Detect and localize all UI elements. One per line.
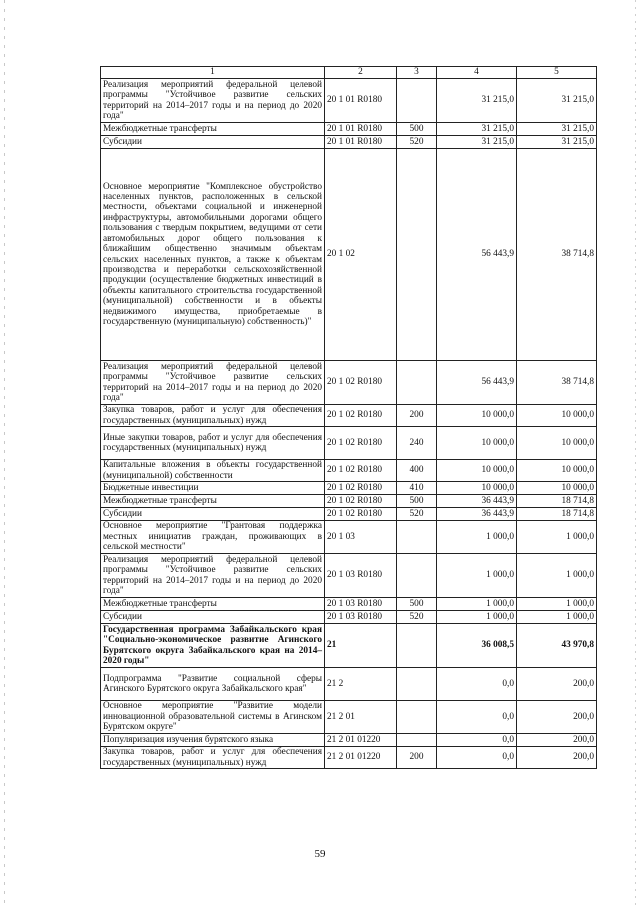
row-value-2019-cell: 1 000,0 <box>437 611 517 624</box>
table-row <box>101 123 597 136</box>
row-code-cell: 20 1 03 R0180 <box>325 554 397 598</box>
row-code-cell: 20 1 02 <box>325 149 397 361</box>
row-name-cell: Реализация мероприятий федеральной целевой программы "Устойчивое развитие сельских территорий на 2014–2017 годы и на период до 2020 года" <box>101 554 325 598</box>
row-value-2020-cell: 18 714,8 <box>517 495 597 508</box>
row-code-cell: 20 1 01 R0180 <box>325 79 397 123</box>
row-value-2019-cell: 31 215,0 <box>437 136 517 149</box>
row-vr-cell <box>397 521 437 554</box>
table-row <box>101 747 597 769</box>
row-code-cell: 20 1 02 R0180 <box>325 482 397 495</box>
row-vr-cell: 200 <box>397 405 437 427</box>
row-name-cell: Закупка товаров, работ и услуг для обеспечения государственных (муниципальных) нужд <box>101 405 325 427</box>
header-cell: 3 <box>397 67 437 79</box>
row-name-cell: Государственная программа Забайкальского края "Социально-экономическое развитие Агинского Бурятского округа Забайкальского края на 2014–2020 годы" <box>101 624 325 668</box>
row-code-cell: 20 1 02 R0180 <box>325 495 397 508</box>
row-vr-cell <box>397 149 437 361</box>
row-value-2020-cell: 31 215,0 <box>517 79 597 123</box>
row-name-cell: Реализация мероприятий федеральной целевой программы "Устойчивое развитие сельских территорий на 2014–2017 годы и на период до 2020 года" <box>101 79 325 123</box>
row-name-cell: Межбюджетные трансферты <box>101 598 325 611</box>
table-row <box>101 508 597 521</box>
row-code-cell: 20 1 03 R0180 <box>325 598 397 611</box>
row-name-cell: Субсидии <box>101 136 325 149</box>
row-name-cell: Основное мероприятие "Развитие модели инновационной образовательной системы в Агинском Бурятском округе" <box>101 701 325 734</box>
row-vr-cell <box>397 668 437 701</box>
row-code-cell: 21 2 <box>325 668 397 701</box>
row-value-2019-cell: 10 000,0 <box>437 427 517 460</box>
row-value-2019-cell: 10 000,0 <box>437 405 517 427</box>
row-code-cell: 20 1 02 R0180 <box>325 405 397 427</box>
row-vr-cell <box>397 554 437 598</box>
table-row <box>101 701 597 734</box>
row-code-cell: 20 1 02 R0180 <box>325 427 397 460</box>
row-value-2019-cell: 0,0 <box>437 668 517 701</box>
table-row <box>101 598 597 611</box>
row-vr-cell: 240 <box>397 427 437 460</box>
row-name-cell: Капитальные вложения в объекты государственной (муниципальной) собственности <box>101 460 325 482</box>
table-row <box>101 460 597 482</box>
row-name-cell: Популяризация изучения бурятского языка <box>101 734 325 747</box>
row-value-2020-cell: 1 000,0 <box>517 554 597 598</box>
row-name-cell: Реализация мероприятий федеральной целевой программы "Устойчивое развитие сельских территорий на 2014–2017 годы и на период до 2020 года" <box>101 361 325 405</box>
row-vr-cell: 410 <box>397 482 437 495</box>
row-value-2019-cell: 31 215,0 <box>437 123 517 136</box>
row-vr-cell: 500 <box>397 495 437 508</box>
table-row <box>101 79 597 123</box>
row-vr-cell: 400 <box>397 460 437 482</box>
table-row <box>101 734 597 747</box>
table-row <box>101 668 597 701</box>
row-value-2020-cell: 10 000,0 <box>517 460 597 482</box>
table-row <box>101 361 597 405</box>
row-vr-cell: 520 <box>397 611 437 624</box>
row-value-2020-cell: 200,0 <box>517 701 597 734</box>
row-value-2019-cell: 56 443,9 <box>437 149 517 361</box>
row-value-2019-cell: 0,0 <box>437 734 517 747</box>
scan-edge-right <box>635 0 636 905</box>
row-vr-cell: 500 <box>397 598 437 611</box>
row-name-cell: Субсидии <box>101 611 325 624</box>
row-vr-cell <box>397 361 437 405</box>
scan-edge-left <box>4 0 5 905</box>
row-value-2019-cell: 0,0 <box>437 701 517 734</box>
row-name-cell: Межбюджетные трансферты <box>101 495 325 508</box>
row-value-2020-cell: 18 714,8 <box>517 508 597 521</box>
row-name-cell: Межбюджетные трансферты <box>101 123 325 136</box>
row-name-cell: Основное мероприятие "Комплексное обустройство населенных пунктов, расположенных в сельской местности, объектами социальной и инженерной инфраструктуры, автомобильными дорогами общего пользования с твердым покрытием, ведущими от сети автомобильных дорог общего пользования к ближайшим общественно значимым объектам сельских населенных пунктов, а также к объектам производства и переработки сельскохозяйственной продукции (осуществление бюджетных инвестиций в объекты капитального строительства государственной (муниципальной) собственности и в объекты недвижимого имущества, приобретаемые в государственную (муниципальную) собственность)" <box>101 149 325 361</box>
row-value-2019-cell: 10 000,0 <box>437 460 517 482</box>
row-value-2020-cell: 1 000,0 <box>517 598 597 611</box>
row-value-2019-cell: 56 443,9 <box>437 361 517 405</box>
table-row <box>101 405 597 427</box>
row-value-2020-cell: 31 215,0 <box>517 123 597 136</box>
row-value-2020-cell: 10 000,0 <box>517 482 597 495</box>
row-value-2019-cell: 1 000,0 <box>437 521 517 554</box>
row-value-2019-cell: 1 000,0 <box>437 598 517 611</box>
row-vr-cell <box>397 624 437 668</box>
row-value-2020-cell: 200,0 <box>517 734 597 747</box>
row-code-cell: 21 <box>325 624 397 668</box>
row-name-cell: Основное мероприятие "Грантовая поддержка местных инициатив граждан, проживающих в сельской местности" <box>101 521 325 554</box>
row-vr-cell <box>397 701 437 734</box>
row-value-2020-cell: 10 000,0 <box>517 427 597 460</box>
table-row <box>101 149 597 361</box>
row-value-2020-cell: 200,0 <box>517 668 597 701</box>
table-header-row <box>101 67 597 79</box>
row-vr-cell: 520 <box>397 508 437 521</box>
page-number: 59 <box>314 848 326 860</box>
row-code-cell: 21 2 01 01220 <box>325 734 397 747</box>
row-value-2019-cell: 36 443,9 <box>437 508 517 521</box>
row-value-2019-cell: 31 215,0 <box>437 79 517 123</box>
row-vr-cell: 520 <box>397 136 437 149</box>
table-row <box>101 554 597 598</box>
row-value-2019-cell: 10 000,0 <box>437 482 517 495</box>
row-code-cell: 20 1 03 R0180 <box>325 611 397 624</box>
table-row <box>101 427 597 460</box>
row-name-cell: Подпрограмма "Развитие социальной сферы Агинского Бурятского округа Забайкальского края" <box>101 668 325 701</box>
row-name-cell: Субсидии <box>101 508 325 521</box>
row-code-cell: 20 1 01 R0180 <box>325 123 397 136</box>
row-vr-cell <box>397 734 437 747</box>
row-code-cell: 20 1 03 <box>325 521 397 554</box>
row-value-2020-cell: 43 970,8 <box>517 624 597 668</box>
row-code-cell: 20 1 02 R0180 <box>325 361 397 405</box>
row-value-2019-cell: 0,0 <box>437 747 517 769</box>
row-value-2020-cell: 1 000,0 <box>517 611 597 624</box>
row-value-2019-cell: 36 443,9 <box>437 495 517 508</box>
table-row <box>101 611 597 624</box>
row-code-cell: 21 2 01 <box>325 701 397 734</box>
row-value-2020-cell: 1 000,0 <box>517 521 597 554</box>
header-cell: 2 <box>325 67 397 79</box>
row-value-2019-cell: 36 008,5 <box>437 624 517 668</box>
table-row <box>101 495 597 508</box>
row-vr-cell <box>397 79 437 123</box>
row-value-2020-cell: 10 000,0 <box>517 405 597 427</box>
header-cell: 1 <box>101 67 325 79</box>
row-value-2020-cell: 38 714,8 <box>517 149 597 361</box>
row-value-2020-cell: 200,0 <box>517 747 597 769</box>
budget-table <box>100 66 597 769</box>
table-row <box>101 521 597 554</box>
row-name-cell: Иные закупки товаров, работ и услуг для обеспечения государственных (муниципальных) нужд <box>101 427 325 460</box>
row-value-2020-cell: 38 714,8 <box>517 361 597 405</box>
row-code-cell: 21 2 01 01220 <box>325 747 397 769</box>
header-cell: 5 <box>517 67 597 79</box>
row-code-cell: 20 1 02 R0180 <box>325 460 397 482</box>
table-row <box>101 136 597 149</box>
row-vr-cell: 500 <box>397 123 437 136</box>
row-code-cell: 20 1 02 R0180 <box>325 508 397 521</box>
row-code-cell: 20 1 01 R0180 <box>325 136 397 149</box>
row-value-2020-cell: 31 215,0 <box>517 136 597 149</box>
row-value-2019-cell: 1 000,0 <box>437 554 517 598</box>
header-cell: 4 <box>437 67 517 79</box>
row-vr-cell: 200 <box>397 747 437 769</box>
row-name-cell: Закупка товаров, работ и услуг для обеспечения государственных (муниципальных) нужд <box>101 747 325 769</box>
row-name-cell: Бюджетные инвестиции <box>101 482 325 495</box>
table-row <box>101 482 597 495</box>
table-row <box>101 624 597 668</box>
